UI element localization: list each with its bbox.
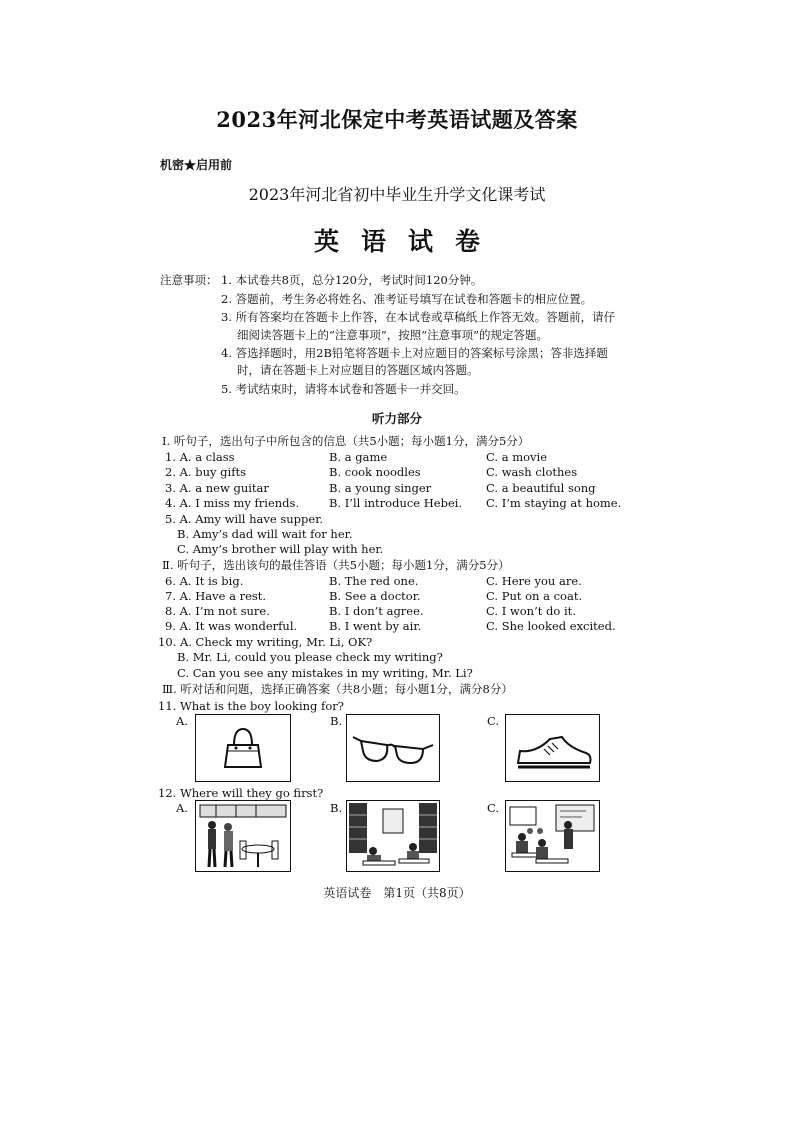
option-b: B. I’ll introduce Hebei. — [329, 496, 463, 510]
note-item: 3. 所有答案均在答题卡上作答，在本试卷或草稿纸上作答无效。答题前，请仔 — [221, 310, 616, 324]
option-a: 1. A. a class — [165, 450, 235, 464]
note-item: 时，请在答题卡上对应题目的答题区域内答题。 — [237, 363, 479, 377]
option-c: C. wash clothes — [486, 465, 578, 479]
option-b: B. Mr. Li, could you please check my writing? — [177, 650, 443, 664]
note-item: 4. 答选择题时，用2B铅笔将答题卡上对应题目的答案标号涂黑；答非选择题 — [221, 346, 608, 360]
option-a: 3. A. a new guitar — [165, 481, 269, 495]
sneaker-icon — [506, 715, 599, 781]
picture-c-frame — [505, 714, 600, 782]
option-b: B. cook noodles — [329, 465, 421, 479]
option-a: 10. A. Check my writing, Mr. Li, OK? — [158, 635, 373, 649]
page-footer: 英语试卷 第1页（共8页） — [323, 886, 471, 900]
option-c: C. She looked excited. — [486, 619, 616, 633]
option-a-label: A. — [176, 714, 188, 728]
picture-a-frame — [195, 714, 291, 782]
exam-name: 2023年河北省初中毕业生升学文化课考试 — [248, 185, 546, 204]
section-heading: 听力部分 — [371, 411, 422, 426]
option-a: 6. A. It is big. — [165, 574, 244, 588]
option-a: 5. A. Amy will have supper. — [165, 512, 324, 526]
option-b: B. I went by air. — [329, 619, 422, 633]
option-c: C. Can you see any mistakes in my writing, Mr. Li? — [177, 666, 473, 680]
picture-b-frame — [346, 800, 440, 872]
note-item: 1. 本试卷共8页，总分120分，考试时间120分钟。 — [221, 273, 483, 287]
part1-instruction: Ⅰ. 听句子，选出句子中所包含的信息（共5小题；每小题1分，满分5分） — [162, 434, 530, 448]
subject-title: 英语试卷 — [313, 227, 502, 256]
option-c: C. Amy’s brother will play with her. — [177, 542, 384, 556]
option-b-label: B. — [330, 801, 343, 815]
document-title: 2023年河北保定中考英语试题及答案 — [216, 107, 578, 132]
option-a: 9. A. It was wonderful. — [165, 619, 298, 633]
classroom-scene — [506, 801, 599, 871]
picture-c-frame — [505, 800, 600, 872]
option-c-label: C. — [487, 714, 500, 728]
picture-a-frame — [195, 800, 291, 872]
option-a: 8. A. I’m not sure. — [165, 604, 270, 618]
note-item: 2. 答题前，考生务必将姓名、准考证号填写在试卷和答题卡的相应位置。 — [221, 292, 593, 306]
part2-instruction: Ⅱ. 听句子，选出该句的最佳答语（共5小题；每小题1分，满分5分） — [162, 558, 510, 572]
question-12: 12. Where will they go first? — [158, 786, 324, 800]
option-c: C. Put on a coat. — [486, 589, 583, 603]
option-b-label: B. — [330, 714, 343, 728]
part3-instruction: Ⅲ. 听对话和问题，选择正确答案（共8小题；每小题1分，满分8分） — [162, 682, 513, 696]
option-b: B. The red one. — [329, 574, 419, 588]
library-scene — [347, 801, 439, 871]
option-c-label: C. — [487, 801, 500, 815]
note-item: 5. 考试结束时，请将本试卷和答题卡一并交回。 — [221, 382, 466, 396]
restaurant-scene — [196, 801, 290, 871]
option-b: B. a game — [329, 450, 388, 464]
option-c: C. a beautiful song — [486, 481, 596, 495]
option-a-label: A. — [176, 801, 188, 815]
option-c: C. I won’t do it. — [486, 604, 576, 618]
option-b: B. See a doctor. — [329, 589, 421, 603]
option-c: C. a movie — [486, 450, 548, 464]
handbag-icon — [196, 715, 290, 781]
option-b: B. Amy’s dad will wait for her. — [177, 527, 353, 541]
confidential-mark: 机密★启用前 — [160, 158, 233, 172]
option-a: 2. A. buy gifts — [165, 465, 246, 479]
note-item: 细阅读答题卡上的“注意事项”，按照“注意事项”的规定答题。 — [237, 328, 549, 342]
picture-b-frame — [346, 714, 440, 782]
option-c: C. Here you are. — [486, 574, 582, 588]
option-b: B. a young singer — [329, 481, 432, 495]
option-a: 4. A. I miss my friends. — [165, 496, 300, 510]
notes-label: 注意事项： — [160, 273, 218, 287]
option-b: B. I don’t agree. — [329, 604, 424, 618]
glasses-icon — [347, 715, 439, 781]
question-11: 11. What is the boy looking for? — [158, 699, 344, 713]
option-a: 7. A. Have a rest. — [165, 589, 267, 603]
option-c: C. I’m staying at home. — [486, 496, 622, 510]
